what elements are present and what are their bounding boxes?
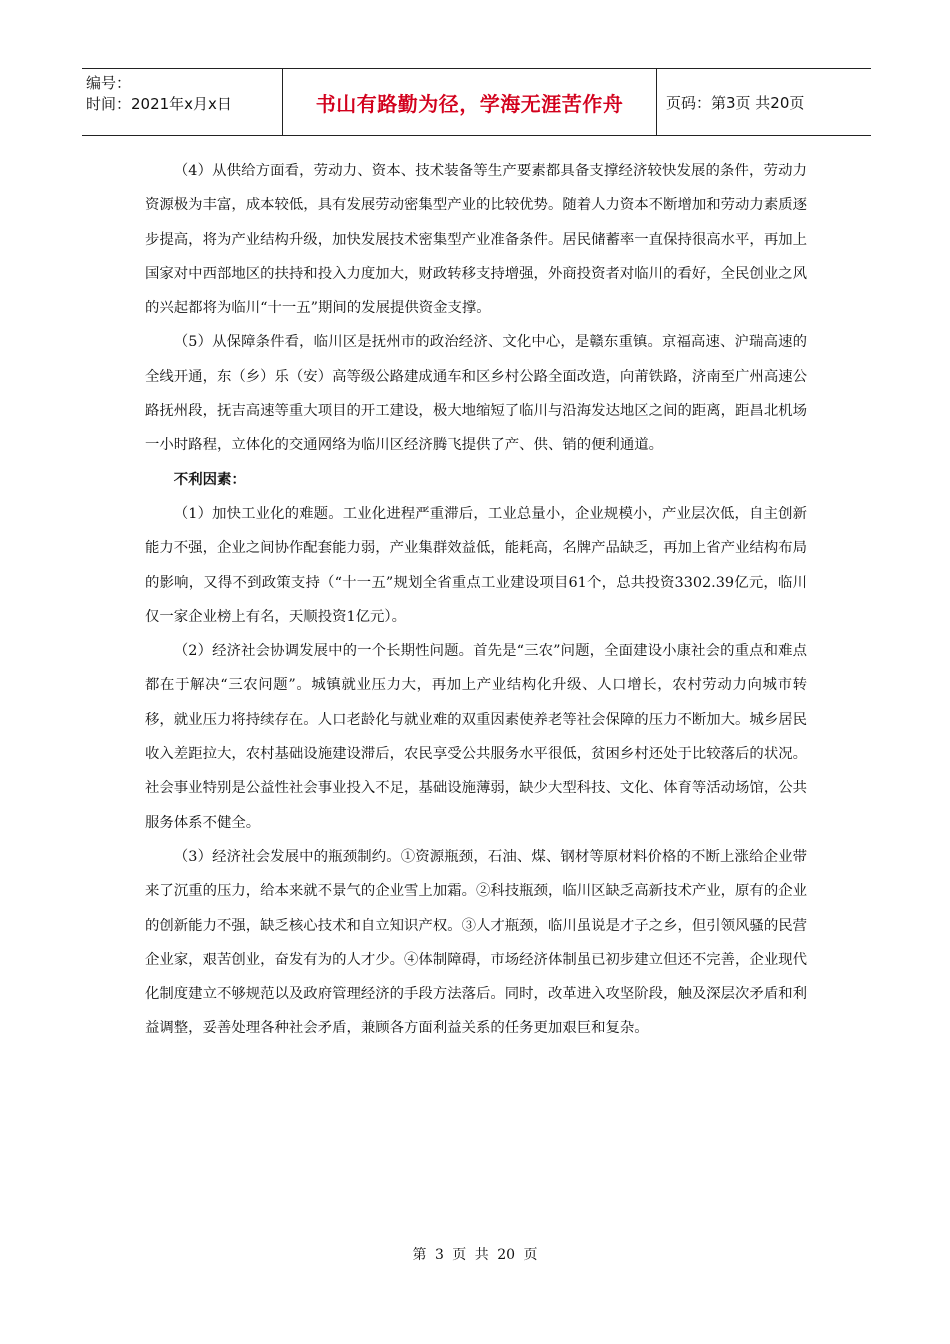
footer-page-number: 第 3 页 共 20 页 <box>412 1247 538 1263</box>
document-body <box>145 154 807 1046</box>
header-motto-cell <box>283 69 657 135</box>
header-meta <box>82 69 283 135</box>
document-number-label: 编号： <box>86 74 132 92</box>
header-page-cell <box>657 69 871 135</box>
header-motto: 书山有路勤为径，学海无涯苦作舟 <box>315 91 624 116</box>
document-time-label: 时间：2021年x月x日 <box>86 95 232 113</box>
paragraph-industrialization-difficulty: （1）加快工业化的难题。工业化进程严重滞后，工业总量小，企业规模小，产业层次低，自主创新能力不强，企业之间协作配套能力弱，产业集群效益低，能耗高，名牌产品缺乏，再加上省产业结构布局的影响，又得不到政策支持（“十一五”规划全省重点工业建设项目61个，总共投资3302.39亿元，临川仅一家企业榜上有名，天顺投资1亿元）。 <box>145 505 807 625</box>
paragraph-coordinated-development: （2）经济社会协调发展中的一个长期性问题。首先是“三农”问题，全面建设小康社会的重点和难点都在于解决“三农问题”。城镇就业压力大，再加上产业结构化升级、人口增长，农村劳动力向城市转移，就业压力将持续存在。人口老龄化与就业难的双重因素使养老等社会保障的压力不断加大。城乡居民收入差距拉大，农村基础设施建设滞后，农民享受公共服务水平很低，贫困乡村还处于比较落后的状况。社会事业特别是公益性社会事业投入不足，基础设施薄弱，缺少大型科技、文化、体育等活动场馆，公共服务体系不健全。 <box>145 643 807 831</box>
page-footer <box>0 1244 950 1264</box>
header-page-number: 页码：第3页 共20页 <box>666 93 805 112</box>
paragraph-guarantee-conditions: （5）从保障条件看，临川区是抚州市的政治经济、文化中心，是赣东重镇。京福高速、沪瑞高速的全线开通，东（乡）乐（安）高等级公路建成通车和区乡村公路全面改造，向莆铁路，济南至广州高速公路抚州段，抚吉高速等重大项目的开工建设，极大地缩短了临川与沿海发达地区之间的距离，距昌北机场一小时路程，立体化的交通网络为临川区经济腾飞提供了产、供、销的便利通道。 <box>145 334 807 454</box>
paragraph-supply-factors: （4）从供给方面看，劳动力、资本、技术装备等生产要素都具备支撑经济较快发展的条件，劳动力资源极为丰富，成本较低，具有发展劳动密集型产业的比较优势。随着人力资本不断增加和劳动力素质逐步提高，将为产业结构升级，加快发展技术密集型产业准备条件。居民储蓄率一直保持很高水平，再加上国家对中西部地区的扶持和投入力度加大，财政转移支持增强，外商投资者对临川的看好，全民创业之风的兴起都将为临川“十一五”期间的发展提供资金支撑。 <box>145 163 807 317</box>
paragraph-bottleneck-constraints: （3）经济社会发展中的瓶颈制约。①资源瓶颈，石油、煤、钢材等原材料价格的不断上涨给企业带来了沉重的压力，给本来就不景气的企业雪上加霜。②科技瓶颈，临川区缺乏高新技术产业，原有的企业的创新能力不强，缺乏核心技术和自立知识产权。③人才瓶颈，临川虽说是才子之乡，但引领风骚的民营企业家，艰苦创业，奋发有为的人才少。④体制障碍，市场经济体制虽已初步建立但还不完善，企业现代化制度建立不够规范以及政府管理经济的手段方法落后。同时，改革进入攻坚阶段，触及深层次矛盾和利益调整，妥善处理各种社会矛盾，兼顾各方面利益关系的任务更加艰巨和复杂。 <box>145 848 807 1037</box>
page-header <box>82 68 871 136</box>
section-heading-unfavorable-factors: 不利因素： <box>173 470 246 488</box>
